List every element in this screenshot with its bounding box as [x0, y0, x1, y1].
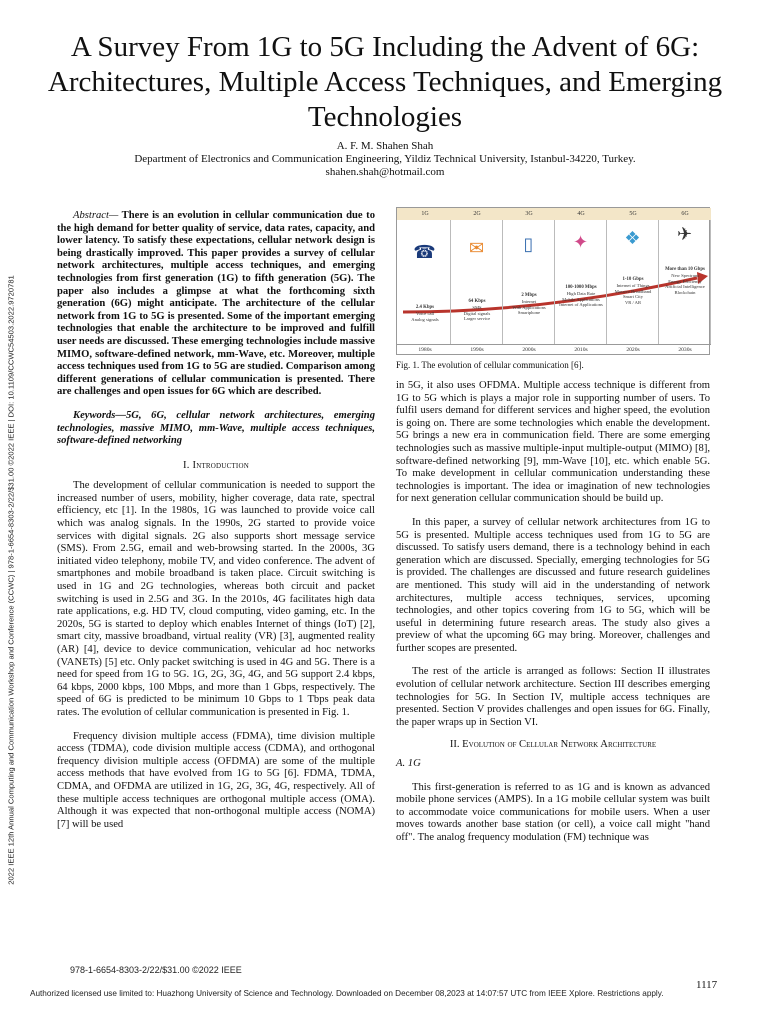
figure-speed-3g: 2 Mbps: [521, 293, 537, 298]
abstract: [57, 210, 375, 399]
left-column: [57, 210, 375, 831]
figure-speed-2g: 64 Kbps: [468, 299, 486, 304]
copyright-footer: 978-1-6654-8303-2/22/$31.00 ©2022 IEEE: [70, 965, 242, 975]
figure-1: [396, 207, 710, 373]
author-block: [40, 140, 730, 179]
figure-label-1g: [399, 304, 451, 322]
figure-speed-6g: More than 10 Gbps: [665, 267, 705, 272]
smartphone-icon: ▯: [523, 234, 534, 254]
figure-column-5g: [607, 220, 659, 344]
body-paragraph-1: in 5G, it also uses OFDMA. Multiple access technique is different from 1G to 5G which is plays a major role in supporting number of users. To fulfil users demand for different services and higher speed, the evolution is going on. There are some technologies which enable the development. 5G brings a new era in communication field. There are some emerging technologies such as massive multiple-input multiple-output (MIMO) [8], software-defined networking [9], mm-Wave [10], etc. which enable 5G. To make development in cellular communication understanding these technologies is important. The idea or imagination of new technologies for next generation cellular communication should be build up.: [396, 380, 710, 505]
figure-desc-2g-1: Digital signals: [463, 310, 491, 316]
figure-gen-label-3g: 3G: [525, 211, 533, 217]
figure-column-3g: [503, 220, 555, 344]
figure-desc-2g-0: SMS: [472, 304, 482, 310]
figure-year-row: [397, 344, 711, 356]
figure-desc-2g-2: Larger service: [463, 316, 491, 322]
figure-1-caption: Fig. 1. The evolution of cellular communication [6].: [396, 360, 584, 370]
figure-desc-3g-2: Smartphone: [517, 310, 541, 316]
section-heading-evolution: II. Evolution of Cellular Network Architecture: [449, 739, 657, 751]
figure-desc-6g-0: New Spectrum: [671, 272, 699, 278]
intro-paragraph-1: The development of cellular communication is needed to support the increased number of users, mobility, higher coverage, data rate, spectral efficiency, etc [1]. In the 1980s, 1G was launched to provide voice call which was analog signals. In the 1990s, 2G started to provide voice services with digital signals. 2G also supports short message service (SMS). From 2.5G, email and web-browsing started. In the 2000s, 3G initiated video telephony, mobile TV, and video conference. The advent of smartphones and mobile broadband is taken place. Circuit switching is used in 1G and 2G technologies, whereas both circuit and packet switching is used in 2.5G and 3G. In the 2010s, 4G facilitates high data rate applications, e.g. HD TV, cloud computing, video gaming, etc. In the 2020s, 5G is started to deploy which enables Internet of things (IoT) [2], smart city, massive broadband, virtual reality (VR) [3], augmented reality (AR) [4], device to device communication, vehicular ad hoc networks (VANETs) [5] etc. Only packet switching is used in 4G and 5G. There is a need for speed from 1G to 5G. 1G, 2G, 3G, 4G, and 5G support 2.4 kbps, 64 kbps, 2000 kbps, 100 Mbps, and more than 1 Gbps, respectively. The speed of 6G is predicted to be minimum 10 Gbps to 1 Tbps peak data rates. The evolution of cellular communication is presented in Fig. 1.: [57, 480, 375, 718]
figure-year-1g: 1980s: [418, 347, 432, 353]
figure-year-6g: 2030s: [678, 347, 692, 353]
figure-column-2g: [451, 220, 503, 344]
figure-desc-5g-1: Massive Broadband: [614, 288, 652, 294]
abstract-lead: Abstract—: [73, 210, 119, 221]
figure-label-2g: [451, 298, 503, 322]
doi-sidebar: [6, 180, 16, 980]
figure-column-1g: [399, 220, 451, 344]
figure-1-box: [396, 207, 710, 355]
figure-desc-1g-0: Voice call: [415, 310, 435, 316]
keywords-text: 5G, 6G, cellular network architectures, emerging technologies, massive MIMO, mm-Wave, multiple access techniques, software-defined networking: [57, 409, 375, 447]
section2-paragraph-1: This first-generation is referred to as 1G and is known as advanced mobile phone services (AMPS). In a 1G mobile cellular system was built to accommodate voice communications for mobile users. When a user moves towards another base station (or cell), a voice call might "hand off". The analog frequency modulation (FM) technique was: [396, 781, 710, 843]
figure-generation-header: [397, 208, 711, 220]
figure-desc-5g-3: VR / AR: [624, 300, 642, 306]
figure-year-3g: 2000s: [522, 347, 536, 353]
page-number: 1117: [696, 979, 718, 991]
figure-desc-4g-2: Internet of Applications: [559, 302, 603, 308]
figure-gen-label-1g: 1G: [421, 211, 429, 217]
author-name: A. F. M. Shahen Shah: [336, 140, 434, 152]
figure-speed-4g: 100-1000 Mbps: [565, 285, 597, 290]
figure-label-6g: [659, 266, 711, 296]
figure-desc-6g-2: Artificial Intelligence: [665, 284, 705, 290]
figure-desc-1g-1: Analog signals: [411, 316, 439, 322]
figure-year-5g: 2020s: [626, 347, 640, 353]
figure-speed-5g: 1-10 Gbps: [622, 277, 644, 282]
network-icon: ❖: [624, 228, 641, 248]
figure-desc-6g-3: Blockchain: [674, 290, 696, 296]
figure-gen-label-5g: 5G: [629, 211, 637, 217]
phone-icon: ☎: [413, 242, 436, 262]
figure-desc-3g-1: With Applications: [512, 304, 546, 310]
figure-year-2g: 1990s: [470, 347, 484, 353]
keywords-lead: Keywords—: [73, 409, 126, 421]
figure-speed-1g: 2.4 Kbps: [415, 305, 435, 310]
figure-column-6g: [659, 220, 711, 344]
right-column: [396, 380, 710, 845]
figure-column-4g: [555, 220, 607, 344]
figure-desc-4g-0: High Data Rate: [566, 290, 596, 296]
doi-sidebar-text: 2022 IEEE 12th Annual Computing and Communication Workshop and Conference (CCWC) | 978-1-6654-8303-2/22/$31.00 ©2022 IEEE | DOI: 10.1109/CCWC54503.2022.9720781: [6, 275, 16, 885]
figure-gen-label-4g: 4G: [577, 211, 585, 217]
license-notice: Authorized licensed use limited to: Huazhong University of Science and Technology. Downloaded on December 08,2023 at 14:07:57 UTC from IEEE Xplore. Restrictions apply.: [30, 989, 664, 998]
figure-desc-6g-1: Energy Efficiency: [668, 278, 702, 284]
body-paragraph-3: The rest of the article is arranged as follows: Section II illustrates evolution of cellular network architecture. Section III describes emerging technologies for 5G. In Section IV, multiple access techniques are presented. Section V provides challenges and open issues for 6G. Finally, the paper wraps up in Section VI.: [396, 666, 710, 728]
figure-desc-3g-0: Internet: [521, 298, 537, 304]
author-affiliation: Department of Electronics and Communication Engineering, Yildiz Technical University, Istanbul-34220, Turkey.: [134, 153, 636, 165]
keywords: [57, 410, 375, 448]
abstract-text: There is an evolution in cellular communication due to the high demand for better quality of service, data rates, capacity, and lower latency. To satisfy these expectations, cellular network design is being drastically improved. This paper provides a survey of cellular network architectures, multiple access techniques, and emerging technologies from first generation (1G) to fifth generation (5G). The paper also includes a glimpse at what the forthcoming sixth generation (6G) might anticipate. The architecture of the cellular network from 1G to 5G is presented. Some of the important emerging technologies that enable the architecture to be improved and fulfill user needs are discussed. These emerging technologies include massive MIMO, software-defined network, mm-Wave, etc. Moreover, multiple access techniques used from 1G to 5G are studied. Comparison among different generations of cellular communication is presented. There are challenges and open issues for 6G which are described.: [57, 210, 375, 398]
figure-gen-label-2g: 2G: [473, 211, 481, 217]
subsection-heading-1g: A. 1G: [396, 758, 421, 770]
body-paragraph-2: In this paper, a survey of cellular network architectures from 1G to 5G is presented. Multiple access techniques used from 1G to 5G are discussed. To satisfy users demand, there is a technology behind in each generation which are discussed. Specially, emerging technologies for 5G is provided. The challenges are discussed and future research guidelines are mentioned. This study will aid in the understanding of network architectures, multiple access techniques, services, upcoming technologies, and other topics covering from 1G to 5G, which will be useful in determining future research areas. The study also gives a preview of what the upcoming 6G may bring. Moreover, challenges and further scopes are presented.: [396, 516, 710, 654]
figure-label-4g: [555, 284, 607, 308]
intro-paragraph-2: Frequency division multiple access (FDMA), time division multiple access (TDMA), code division multiple access (CDMA), and orthogonal frequency division multiple access (OFDMA) are some of the multiple access methods that have evolved from 1G to 5G [6]. FDMA, TDMA, CDMA, and OFDMA are utilized in 1G, 2G, 3G, 4G, respectively. All of these multiple access techniques are orthogonal multiple access (OMA). Although it was expected that non-orthogonal multiple access (NOMA) [7] will be used: [57, 730, 375, 830]
figure-label-5g: [607, 276, 659, 306]
satellite-icon: ✈: [676, 224, 693, 244]
apps-icon: ✦: [572, 232, 589, 252]
figure-gen-label-6g: 6G: [681, 211, 689, 217]
figure-desc-5g-0: Internet of Things: [616, 282, 650, 288]
sms-icon: ✉: [468, 238, 485, 258]
figure-desc-4g-1: Mobile Applications: [562, 296, 600, 302]
author-email: shahen.shah@hotmail.com: [325, 166, 445, 178]
figure-desc-5g-2: Smart City: [622, 294, 644, 300]
paper-title: A Survey From 1G to 5G Including the Advent of 6G: Architectures, Multiple Access Techniques, and Emerging Technologies: [47, 31, 723, 133]
section-heading-introduction: I. Introduction: [183, 459, 249, 471]
figure-label-3g: [503, 292, 555, 316]
figure-year-4g: 2010s: [574, 347, 588, 353]
